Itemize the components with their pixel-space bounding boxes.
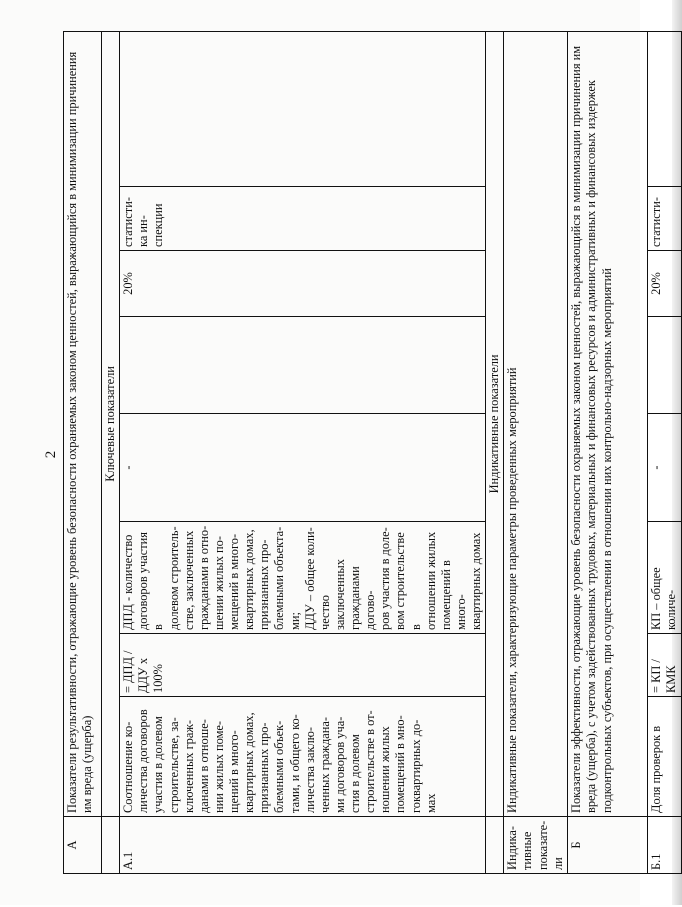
key-indicators-header: Ключевые показатели	[102, 31, 120, 816]
row-a1-code: А.1	[120, 817, 486, 874]
table-row-key-header	[102, 31, 120, 873]
row-a-title: Показатели результативности, отражающие уровень безопасности охраняемых законом ценностей, выражающийся в минимизации причинения им вреда (ущерба)	[64, 31, 102, 816]
row-b1-last-cell	[648, 31, 681, 186]
table-row-a1	[120, 31, 486, 873]
indicative-label: Индика- тивные показате- ли	[504, 817, 568, 874]
table-row-a	[64, 31, 102, 873]
row-b-code: Б	[568, 817, 648, 874]
row-b1-source: статисти-	[648, 187, 681, 251]
table-row-indicative-header	[486, 31, 504, 873]
row-a-code: А	[64, 817, 102, 874]
row-a1-last-cell	[120, 31, 486, 186]
row-b1-empty-cell	[648, 317, 681, 414]
table-row-indicative	[504, 31, 568, 873]
indicative-header: Индикативные показатели	[486, 31, 504, 816]
row-a1-formula: = ДПД / ДДУ х 100%	[120, 634, 486, 697]
indicative-text: Индикативные показатели, характеризующие параметры проведенных мероприятий	[504, 31, 568, 816]
row-b1-name: Доля проверок в	[648, 697, 681, 817]
page-number: 2	[43, 450, 59, 459]
row-b1-formula: = КП / КМК	[648, 634, 681, 697]
row-b-title: Показатели эффективности, отражающие уровень безопасности охраняемых законом ценностей, выражающийся в минимизации причинения им вреда (ущерба), с учетом задействованных трудовых, материальных и финансовых ресурсов и административных и финансовых издержек подконтрольных субъектов, при осуществлении в отношении них контрольно-надзорных мероприятий	[568, 31, 648, 816]
row-a1-value: 20%	[120, 251, 486, 317]
row-b1-value: 20%	[648, 251, 681, 317]
table-row-b	[568, 31, 648, 873]
row-b1-code: Б.1	[648, 817, 681, 874]
row-a1-empty-cell	[120, 317, 486, 414]
row-a1-name: Соотношение ко- личества договоров участия в долевом строительстве, за- ключенных граж- данами в отноше- нии жилых поме- щений в много- квартирных домах, признанных про- блемными объек- тами, и общего ко- личества заклю- ченных граждана- ми договоров уча- стия в долевом строительстве в от- ношении жилых помещений в мно- гоквартирных до- мах	[120, 697, 486, 817]
table-row-b1	[648, 31, 681, 873]
key-header-empty-cell	[102, 817, 120, 874]
rotated-table-container	[63, 32, 679, 874]
row-b1-comment: КП – общее количе-	[648, 522, 681, 634]
row-a1-dash: -	[120, 414, 486, 522]
row-b1-dash: -	[648, 414, 681, 522]
indicative-header-empty-cell	[486, 817, 504, 874]
row-a1-source: статисти- ка ин- спекции	[120, 187, 486, 251]
indicators-table	[63, 31, 682, 874]
row-a1-comment: ДПД - количество договоров участия в долевом строитель- стве, заключенных гражданами в отно- шении жилых по- мещений в много- квартирных домах, признанных про- блемными объекта- ми; ДДУ – общее коли- чество заключенных гражданами догово- ров участия в доле- вом строительстве в отношении жилых помещений в много- квартирных домах	[120, 522, 486, 634]
